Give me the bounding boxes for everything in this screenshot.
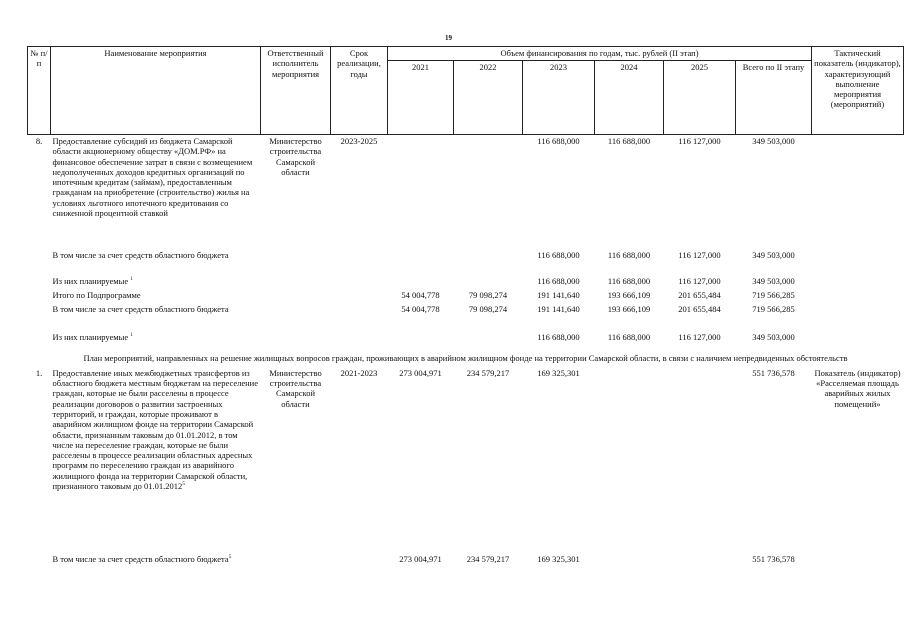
funding-table [27, 46, 904, 577]
row-name-text: В том числе за счет средств областного бюджета [52, 553, 229, 564]
value-2024 [595, 367, 664, 553]
row-name-text: Из них планируемые [52, 331, 129, 342]
value-2021: 273 004,971 [399, 553, 442, 564]
value-2025: 116 127,000 [678, 275, 721, 286]
header-funding: Объем финансирования по годам, тыс. рублей (II этап) [388, 47, 812, 61]
row-name: Предоставление субсидий из бюджета Самарской области акционерному обществу «ДОМ.РФ» на финансовое обеспечение затрат в связи с возмещением недополученных доходов кредитных организаций по ипотечным кредитам (займам), предоставленным гражданам на приобретение (строительство) жилья на условиях льготного ипотечного кредитования со сниженной процентной ставкой [52, 136, 253, 219]
value-2025: 201 655,484 [678, 303, 721, 314]
value-total: 719 566,285 [752, 303, 795, 314]
table-row [28, 289, 904, 303]
table-row [28, 303, 904, 331]
footnote-mark: 5 [182, 481, 185, 488]
value-total: 349 503,000 [752, 136, 795, 146]
value-2024: 116 688,000 [607, 136, 651, 146]
value-2021 [388, 275, 454, 289]
value-2023: 116 688,000 [537, 136, 580, 146]
footnote-mark: 5 [228, 553, 232, 560]
value-2025 [664, 553, 736, 577]
value-2022: 234 579,217 [466, 367, 510, 378]
row-name [51, 331, 261, 349]
value-total: 349 503,000 [752, 275, 795, 286]
value-2022: 234 579,217 [466, 553, 510, 564]
value-total: 551 736,578 [752, 553, 795, 564]
value-2022: 79 098,274 [468, 289, 508, 300]
value-2021 [388, 135, 454, 249]
value-2023: 116 688,000 [537, 331, 580, 342]
header-2024: 2024 [595, 61, 664, 135]
row-num: 1. [35, 367, 43, 378]
header-period: Срок реализации, годы [331, 47, 388, 135]
row-name-text: Из них планируемые [52, 275, 129, 286]
row-num: 8. [35, 136, 43, 146]
row-name: В том числе за счет средств областного бюджета [52, 303, 229, 314]
row-indicator: Показатель (индикатор) «Расселяемая площадь аварийных жилых помещений» [814, 367, 901, 409]
value-total: 551 736,578 [752, 367, 795, 378]
table-header [28, 47, 904, 135]
row-period: 2023-2025 [340, 136, 378, 146]
row-name [51, 275, 261, 289]
value-2025: 201 655,484 [678, 289, 721, 300]
header-2025: 2025 [664, 61, 736, 135]
table-row [28, 553, 904, 577]
footnote-mark: 1 [130, 275, 134, 282]
row-name: Итого по Подпрограмме [52, 289, 141, 300]
value-2023: 191 141,640 [537, 303, 580, 314]
value-2024: 116 688,000 [607, 331, 651, 342]
row-period: 2021-2023 [340, 367, 378, 378]
value-2023: 191 141,640 [537, 289, 580, 300]
value-2021 [388, 249, 454, 275]
header-name: Наименование мероприятия [51, 47, 261, 135]
value-2022 [454, 249, 523, 275]
value-total: 349 503,000 [752, 331, 795, 342]
section-row [28, 349, 904, 367]
header-2023: 2023 [523, 61, 595, 135]
value-2023: 116 688,000 [537, 249, 580, 260]
row-responsible: Министерство строительства Самарской области [269, 367, 322, 409]
value-total: 719 566,285 [752, 289, 795, 300]
value-2023: 169 325,301 [537, 553, 580, 564]
footnote-mark: 1 [130, 331, 134, 338]
table-row [28, 331, 904, 349]
value-2022 [454, 275, 523, 289]
value-2024 [595, 553, 664, 577]
value-2025 [664, 367, 736, 553]
page-number: 19 [445, 34, 452, 42]
value-2023: 116 688,000 [537, 275, 580, 286]
row-name-text: Предоставление иных межбюджетных трансфертов из областного бюджета местным бюджетам на переселение граждан, которые не были расселены в процессе реализации договоров о развитии застроенных территорий, и граждан, которые проживают в аварийном жилищном фонде на территории Самарской области, признанным таковым до 01.01.2012, в том числе на переселение граждан, которые не были расселены в процессе реализации областных адресных программ по переселению граждан из аварийного жилищного фонда на территории Самарской области, признанного таковым до 01.01.2012 [52, 367, 258, 492]
header-indicator: Тактический показатель (индикатор), характеризующий выполнение мероприятия (мероприятий) [812, 47, 904, 135]
row-name [51, 553, 261, 577]
header-num: № п/п [28, 47, 51, 135]
value-2024: 116 688,000 [607, 275, 651, 286]
row-responsible: Министерство строительства Самарской области [269, 136, 322, 177]
table-row [28, 135, 904, 249]
value-2025: 116 127,000 [678, 249, 721, 260]
value-2022 [454, 135, 523, 249]
value-2022 [454, 331, 523, 349]
table-row [28, 275, 904, 289]
table-row [28, 249, 904, 275]
row-name: В том числе за счет средств областного бюджета [52, 249, 229, 260]
value-total: 349 503,000 [752, 249, 795, 260]
section-title: План мероприятий, направленных на решение жилищных вопросов граждан, проживающих в аварийном жилищном фонде на территории Самарской области, в связи с наличием непредвиденных обстоятельств [83, 352, 848, 363]
header-2021: 2021 [388, 61, 454, 135]
row-indicator [812, 135, 904, 249]
row-name [51, 367, 261, 553]
value-2025: 116 127,000 [678, 331, 721, 342]
header-2022: 2022 [454, 61, 523, 135]
value-2024: 193 666,109 [607, 303, 651, 314]
value-2023: 169 325,301 [537, 367, 580, 378]
value-2024: 116 688,000 [607, 249, 651, 260]
value-2024: 193 666,109 [607, 289, 651, 300]
value-2021 [388, 331, 454, 349]
header-total: Всего по II этапу [736, 61, 812, 135]
value-2021: 54 004,778 [401, 303, 440, 314]
table-row [28, 367, 904, 553]
value-2021: 273 004,971 [399, 367, 442, 378]
header-responsible: Ответственный исполнитель мероприятия [261, 47, 331, 135]
value-2022: 79 098,274 [468, 303, 508, 314]
value-2021: 54 004,778 [401, 289, 440, 300]
value-2025: 116 127,000 [678, 136, 721, 146]
